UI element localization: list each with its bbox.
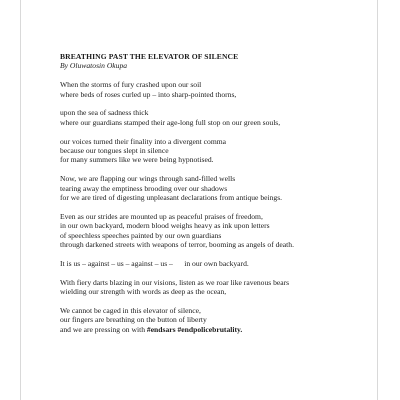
poem-line: our voices turned their finality into a divergent comma [60, 136, 227, 146]
stanza-5 [60, 212, 360, 250]
poem-line: where beds of roses curled up – into sharp-pointed thorns, [60, 89, 237, 99]
stanza-8 [60, 306, 360, 334]
poem-line: of speechless speeches painted by our own guardians [60, 230, 222, 240]
stanza-1 [60, 80, 360, 99]
stanza-7 [60, 278, 360, 297]
poem-line: tearing away the emptiness brooding over our shadows [60, 183, 228, 193]
poem-line: upon the sea of sadness thick [60, 108, 149, 118]
poem-line: in our own backyard, modern blood weighs heavy as ink upon letters [60, 221, 270, 231]
stanza-3 [60, 137, 360, 165]
poem-line: It is us – against – us – against – us – in our own backyard. [60, 258, 249, 268]
hashtag-endpolicebrutality: #endpolicebrutality. [177, 324, 243, 334]
poem-line: for we are tired of digesting unpleasant declarations from antique beings. [60, 193, 283, 203]
poem-line: through darkened streets with weapons of terror, booming as angels of death. [60, 240, 294, 250]
stanza-2 [60, 108, 360, 127]
poem-title: BREATHING PAST THE ELEVATOR OF SILENCE [60, 52, 239, 61]
poem-line: With fiery darts blazing in our visions, listen as we roar like ravenous bears [60, 277, 290, 287]
poem-line: When the storms of fury crashed upon our soil [60, 80, 202, 90]
poem [60, 52, 360, 343]
poem-line: wielding our strength with words as deep as the ocean, [60, 287, 227, 297]
poem-line: our fingers are breathing on the button of liberty [60, 315, 207, 325]
poem-final-line [60, 325, 360, 334]
poem-author: By Oluwatosin Okupa [60, 61, 128, 71]
stanza-4 [60, 174, 360, 202]
hashtag-endsars: #endsars [146, 324, 176, 334]
poem-line: Even as our strides are mounted up as peaceful praises of freedom, [60, 211, 263, 221]
final-line-text: and we are pressing on with [60, 324, 147, 334]
poem-line: because our tongues slept in silence [60, 146, 169, 156]
stanza-6 [60, 259, 360, 268]
poem-line: for many summers like we were being hypnotised. [60, 155, 214, 165]
poem-line: where our guardians stamped their age-long full stop on our green souls, [60, 117, 281, 127]
poem-line: We cannot be caged in this elevator of silence, [60, 305, 201, 315]
poem-line: Now, we are flapping our wings through sand-filled wells [60, 174, 236, 184]
